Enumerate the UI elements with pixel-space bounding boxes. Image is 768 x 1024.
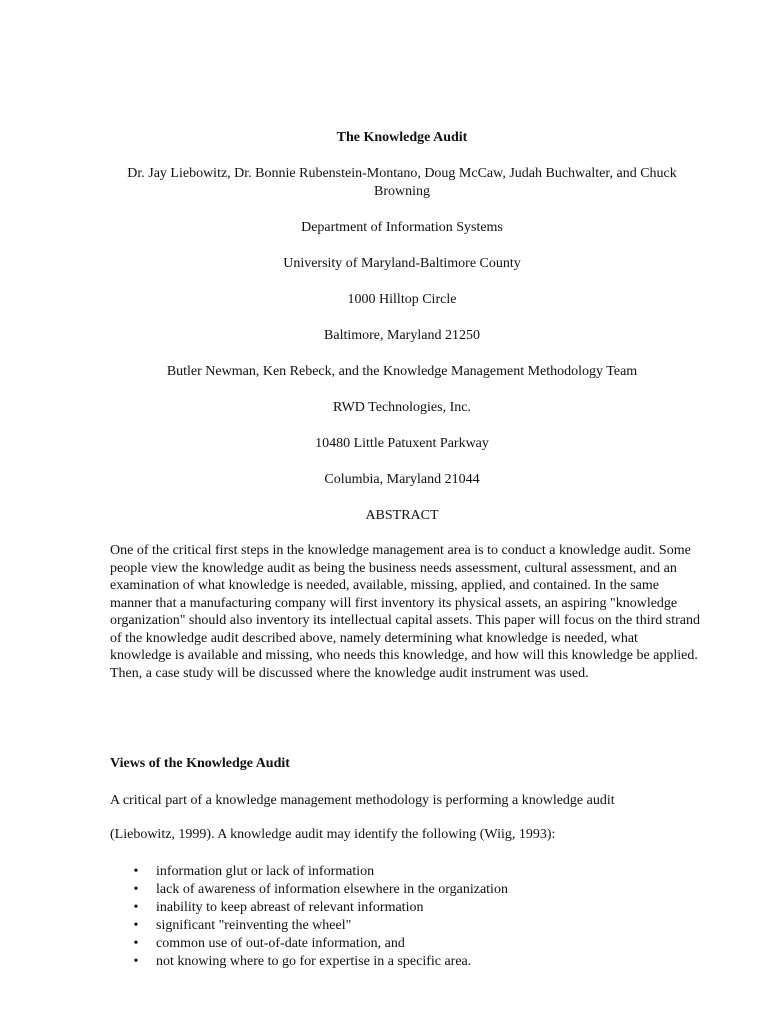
list-item <box>110 899 508 917</box>
author-list-1: Dr. Jay Liebowitz, Dr. Bonnie Rubenstein-Montano, Doug McCaw, Judah Buchwalter, and Chuck Browning <box>127 166 677 199</box>
bullet-icon: • <box>133 882 139 897</box>
abstract-text: One of the critical first steps in the knowledge management area is to conduct a knowledge audit. Some people view the knowledge audit as being the business needs assessment, cultural assessment, and an examination of what knowledge is needed, available, missing, applied, and contained. In the same manner that a manufacturing company will first inventory its physical assets, an aspiring "knowledge organization" should also inventory its intellectual capital assets. This paper will focus on the third strand of the knowledge audit described above, namely determining what knowledge is needed, what knowledge is available and missing, who needs this knowledge, and how will this knowledge be applied. Then, a case study will be discussed where the knowledge audit instrument was used. <box>110 543 700 681</box>
document-title: The Knowledge Audit <box>336 130 468 145</box>
affiliation-street-2: 10480 Little Patuxent Parkway <box>315 436 489 451</box>
author-list-2: Butler Newman, Ken Rebeck, and the Knowledge Management Methodology Team <box>166 364 638 379</box>
list-item-text: information glut or lack of information <box>156 864 375 879</box>
list-item-text: not knowing where to go for expertise in a specific area. <box>156 954 472 969</box>
list-item <box>110 935 508 953</box>
affiliation-institution: University of Maryland-Baltimore County <box>283 256 521 271</box>
affiliation-city-2: Columbia, Maryland 21044 <box>324 472 480 487</box>
abstract-heading: ABSTRACT <box>365 508 439 523</box>
list-item <box>110 881 508 899</box>
list-item-text: common use of out-of-date information, and <box>156 936 405 951</box>
list-item-text: lack of awareness of information elsewhere in the organization <box>156 882 508 897</box>
affiliation-street-1: 1000 Hilltop Circle <box>347 292 457 307</box>
bullet-list <box>110 863 508 971</box>
section-paragraph-1: A critical part of a knowledge management methodology is performing a knowledge audit <box>110 793 615 808</box>
list-item-text: significant "reinventing the wheel" <box>156 918 352 933</box>
bullet-icon: • <box>133 900 139 915</box>
affiliation-city-1: Baltimore, Maryland 21250 <box>324 328 480 343</box>
list-item <box>110 953 508 971</box>
section-heading: Views of the Knowledge Audit <box>110 756 290 771</box>
list-item-text: inability to keep abreast of relevant information <box>156 900 424 915</box>
list-item <box>110 863 508 881</box>
bullet-icon: • <box>133 918 139 933</box>
bullet-icon: • <box>133 936 139 951</box>
bullet-icon: • <box>133 954 139 969</box>
list-item <box>110 917 508 935</box>
affiliation-company: RWD Technologies, Inc. <box>333 400 471 415</box>
affiliation-department: Department of Information Systems <box>301 220 503 235</box>
bullet-icon: • <box>133 864 139 879</box>
section-paragraph-2: (Liebowitz, 1999). A knowledge audit may identify the following (Wiig, 1993): <box>110 827 556 842</box>
